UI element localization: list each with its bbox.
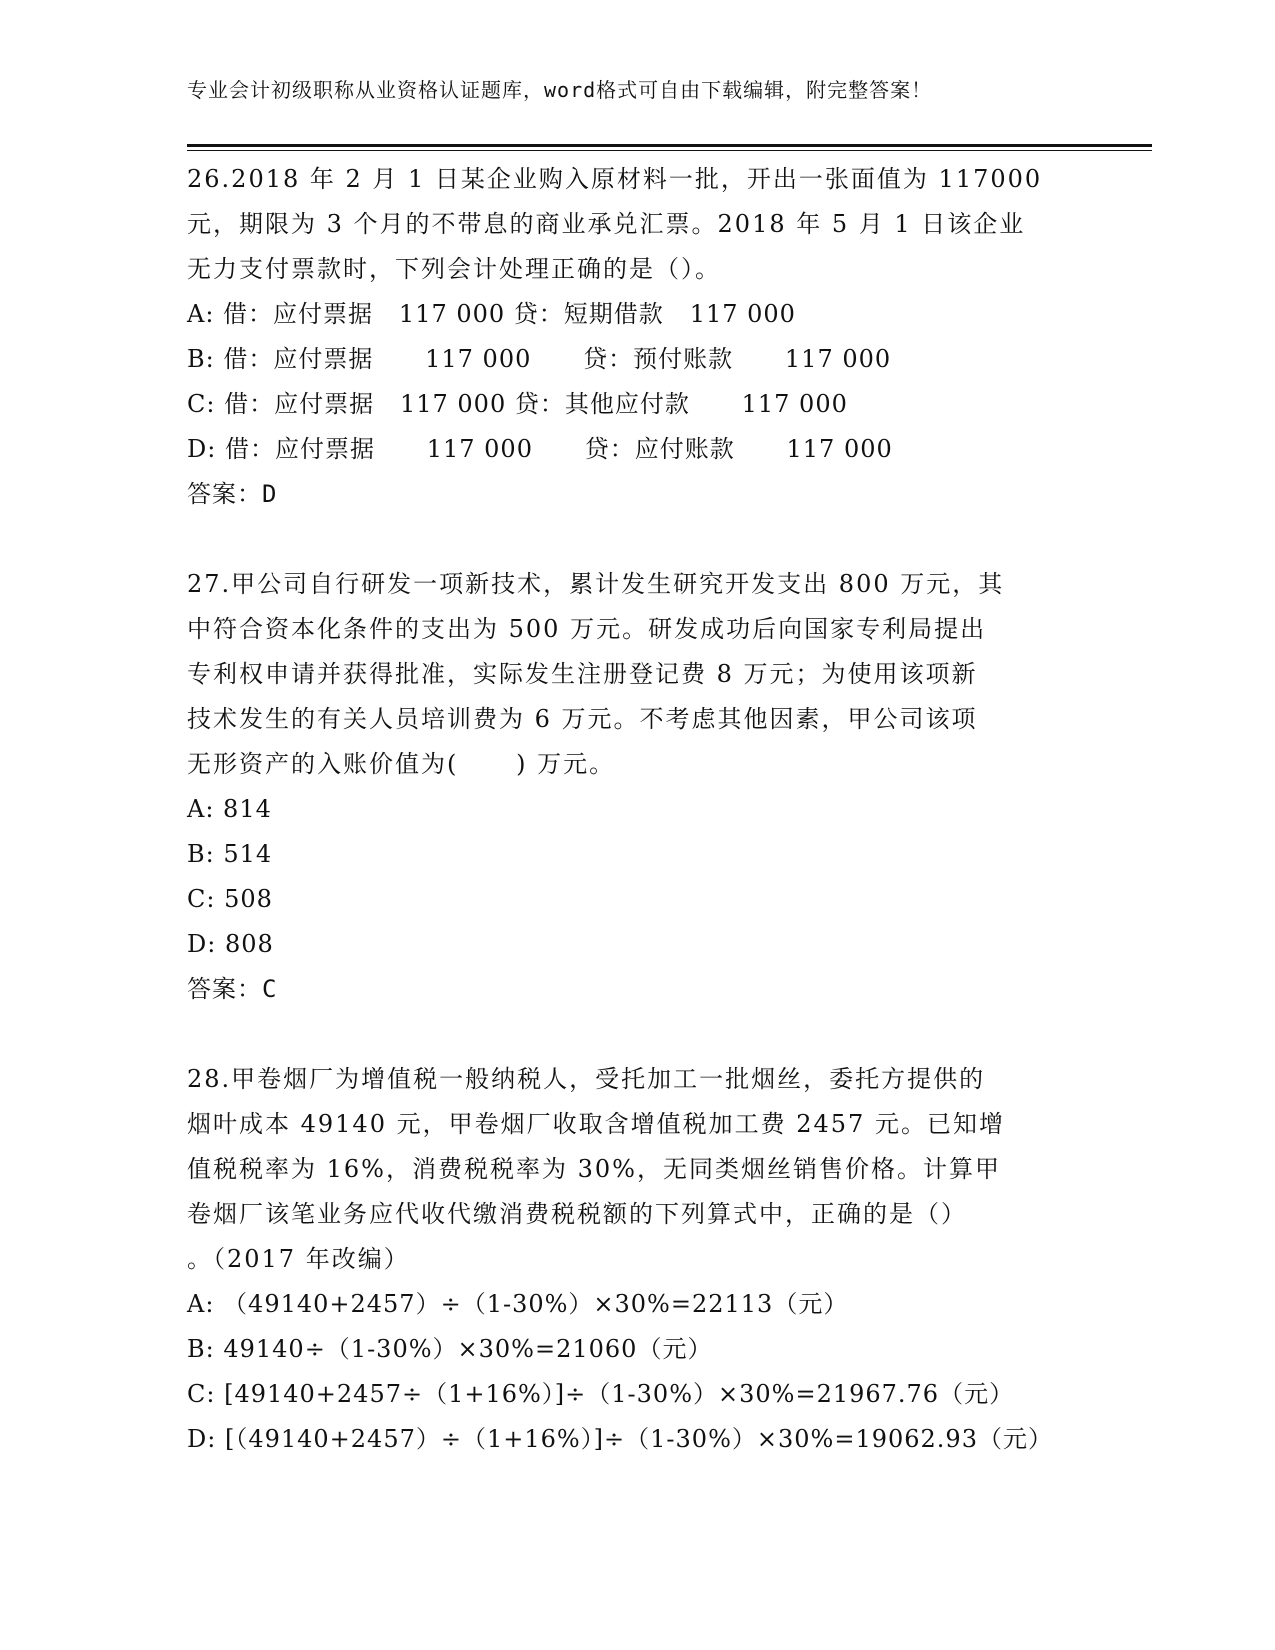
question-list (187, 157, 1087, 1462)
option-a: A: （49140+2457）÷（1-30%）×30%=22113（元） (187, 1290, 849, 1318)
answer-value: C (262, 975, 278, 1003)
option-a: A: 借：应付票据 117 000 贷：短期借款 117 000 (187, 300, 796, 328)
question-spacer (187, 1012, 1087, 1057)
option-d: D: 808 (187, 930, 274, 958)
answer-line (187, 967, 1087, 1012)
question-stem: 28.甲卷烟厂为增值税一般纳税人，受托加工一批烟丝，委托方提供的 烟叶成本 49140 元，甲卷烟厂收取含增值税加工费 2457 元。已知增 值税税率为 16%，消费税税率为 30%，无同类烟丝销售价格。计算甲 卷烟厂该笔业务应代收代缴消费税税额的下列算式中，正确的是（） 。（2017 年改编） (187, 1065, 1005, 1273)
question-stem: 26.2018 年 2 月 1 日某企业购入原材料一批，开出一张面值为 117000 元，期限为 3 个月的不带息的商业承兑汇票。2018 年 5 月 1 日该企业 无力支付票款时，下列会计处理正确的是（）。 (187, 165, 1043, 283)
option-c: C: [49140+2457÷（1+16%）]÷（1-30%）×30%=21967.76（元） (187, 1380, 1015, 1408)
option-a: A: 814 (187, 795, 272, 823)
page-header: 专业会计初级职称从业资格认证题库，word格式可自由下载编辑，附完整答案！ (187, 78, 933, 102)
option-c: C: 借：应付票据 117 000 贷：其他应付款 117 000 (187, 390, 848, 418)
option-d: D: [（49140+2457）÷（1+16%）]÷（1-30%）×30%=19062.93（元） (187, 1425, 1053, 1453)
question-28 (187, 1057, 1087, 1462)
option-b: B: 借：应付票据 117 000 贷：预付账款 117 000 (187, 345, 892, 373)
answer-line (187, 472, 1087, 517)
option-c: C: 508 (187, 885, 273, 913)
answer-value: D (262, 480, 278, 508)
option-b: B: 49140÷（1-30%）×30%=21060（元） (187, 1335, 713, 1363)
header-rule-thin (187, 150, 1152, 151)
option-d: D: 借：应付票据 117 000 贷：应付账款 117 000 (187, 435, 893, 463)
question-stem: 27.甲公司自行研发一项新技术，累计发生研究开发支出 800 万元，其 中符合资本化条件的支出为 500 万元。研发成功后向国家专利局提出 专利权申请并获得批准，实际发生注册登记费 8 万元；为使用该项新 技术发生的有关人员培训费为 6 万元。不考虑其他因素，甲公司该项 无形资产的入账价值为( ) 万元。 (187, 570, 1005, 778)
header-rule-thick (187, 144, 1152, 147)
answer-label: 答案： (187, 975, 262, 1003)
answer-label: 答案： (187, 480, 262, 508)
question-26 (187, 157, 1087, 517)
question-27 (187, 562, 1087, 1012)
option-b: B: 514 (187, 840, 273, 868)
question-spacer (187, 517, 1087, 562)
